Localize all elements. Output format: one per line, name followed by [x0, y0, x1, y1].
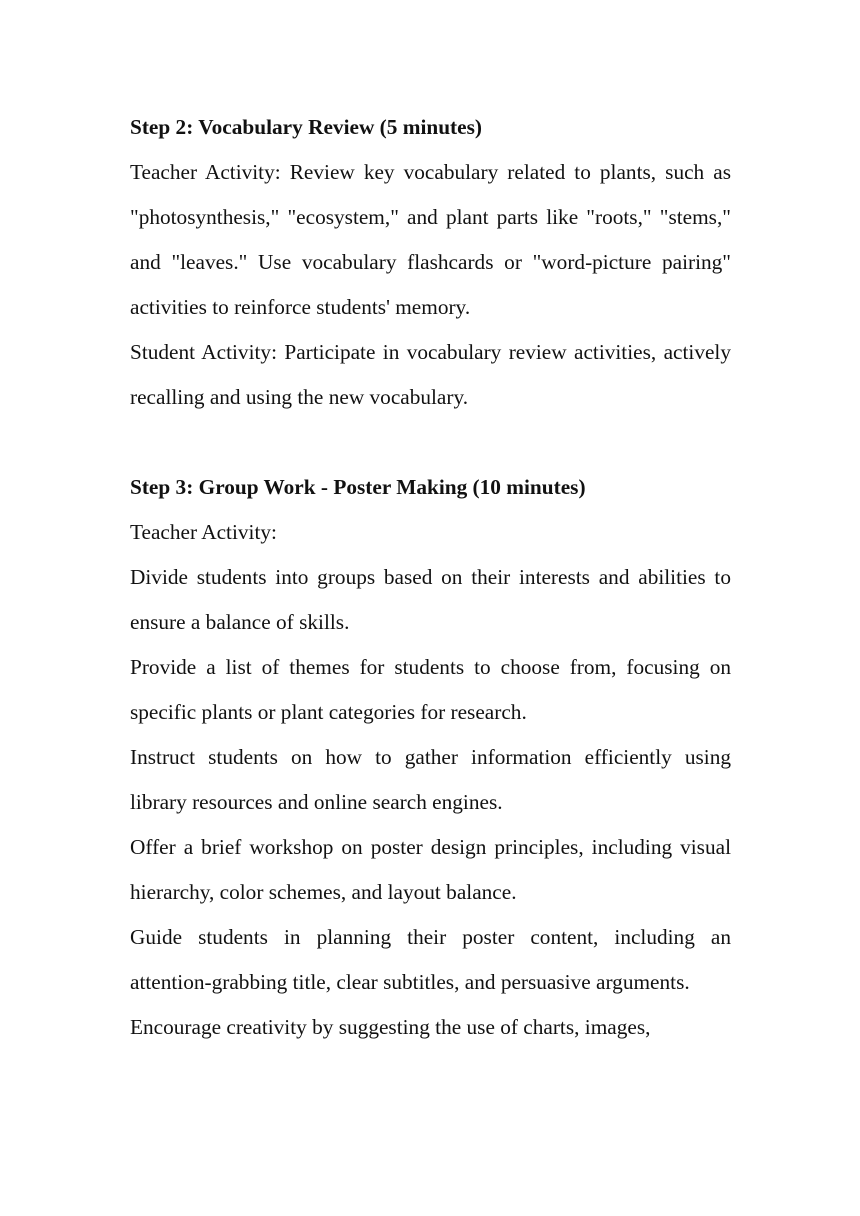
step3-item-themes-list: Provide a list of themes for students to choose from, focusing on specific plants or plant categories for research.	[130, 655, 731, 724]
step2-heading: Step 2: Vocabulary Review (5 minutes)	[130, 115, 482, 139]
step3-heading: Step 3: Group Work - Poster Making (10 minutes)	[130, 475, 586, 499]
step3-item-divide-groups: Divide students into groups based on their interests and abilities to ensure a balance of skills.	[130, 565, 731, 634]
step3-item-gather-info: Instruct students on how to gather information efficiently using library resources and online search engines.	[130, 745, 731, 814]
step3-item-design-workshop: Offer a brief workshop on poster design principles, including visual hierarchy, color schemes, and layout balance.	[130, 835, 731, 904]
section-spacer	[130, 420, 731, 465]
document-body	[130, 105, 731, 1050]
step3-item-plan-content: Guide students in planning their poster content, including an attention-grabbing title, clear subtitles, and persuasive arguments.	[130, 925, 731, 994]
step2-student-activity: Student Activity: Participate in vocabulary review activities, actively recalling and using the new vocabulary.	[130, 340, 731, 409]
step2-teacher-activity: Teacher Activity: Review key vocabulary related to plants, such as "photosynthesis," "ecosystem," and plant parts like "roots," "stems," and "leaves." Use vocabulary flashcards or "word-picture pairing" activities to reinforce students' memory.	[130, 160, 731, 319]
step3-teacher-activity-label: Teacher Activity:	[130, 520, 277, 544]
step3-item-encourage-creativity: Encourage creativity by suggesting the use of charts, images,	[130, 1015, 651, 1039]
